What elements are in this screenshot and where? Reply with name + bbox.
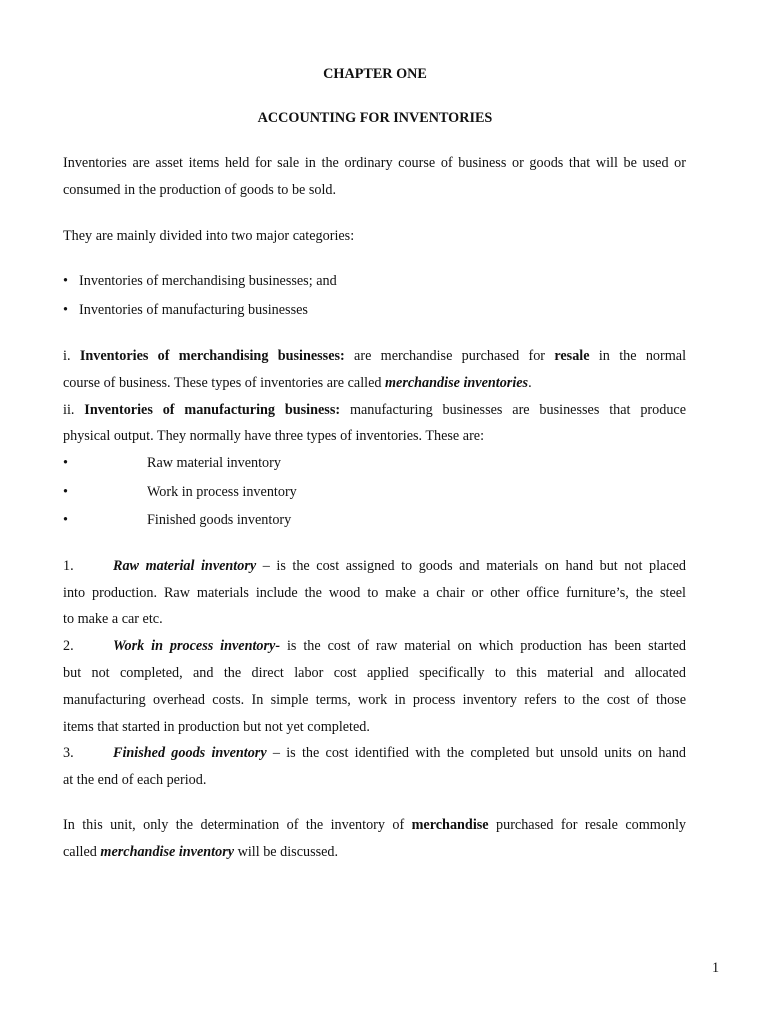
closing-line2-text: called: [63, 844, 97, 860]
categories-intro: They are mainly divided into two major categories:: [63, 228, 355, 244]
chapter-heading: CHAPTER ONE: [323, 66, 427, 82]
definition-3-line-1: [113, 744, 686, 762]
manuf-paragraph-line-1: [63, 401, 686, 419]
bullet-icon: •: [63, 273, 68, 289]
definition-number: 1.: [63, 558, 74, 574]
definition-number: 2.: [63, 638, 74, 654]
merch-bold-word: resale: [554, 348, 590, 364]
definition-1-line-2: into production. Raw materials include the wood to make a chair or other office furniture’s, the steel: [63, 585, 686, 601]
definition-text: – is the cost identified with the completed but unsold units on hand: [272, 745, 687, 761]
merch-paragraph-line-1: [63, 347, 686, 365]
bullet-icon: •: [63, 455, 68, 471]
closing-line2-end: will be discussed.: [237, 844, 339, 860]
type-item-raw-material: Raw material inventory: [147, 455, 281, 471]
closing-emphasis: merchandise inventory: [100, 844, 235, 860]
definition-2-line-2: but not completed, and the direct labor cost applied specifically to this material and allocated: [63, 665, 686, 681]
type-item-work-in-process: Work in process inventory: [147, 484, 297, 500]
merch-text-2: in the normal: [598, 348, 687, 364]
chapter-title: ACCOUNTING FOR INVENTORIES: [257, 110, 493, 126]
closing-text-1: In this unit, only the determination of the inventory of: [63, 817, 405, 833]
page-number: 1: [712, 960, 720, 976]
intro-line-1: Inventories are asset items held for sale in the ordinary course of business or goods that will be used or: [63, 155, 686, 171]
closing-line-1: [63, 816, 686, 834]
definition-term: Finished goods inventory: [113, 745, 267, 761]
closing-bold: merchandise: [411, 817, 489, 833]
definition-2-line-4: items that started in production but not yet completed.: [63, 719, 370, 735]
type-item-finished-goods: Finished goods inventory: [147, 512, 292, 528]
closing-text-2: purchased for resale commonly: [496, 817, 687, 833]
definition-number: 3.: [63, 745, 74, 761]
definition-text: – is the cost assigned to goods and materials on hand but not placed: [262, 558, 687, 574]
manuf-label: Inventories of manufacturing business:: [84, 402, 341, 418]
merch-emphasis: merchandise inventories: [385, 375, 529, 391]
merch-text-1: are merchandise purchased for: [354, 348, 546, 364]
definition-3-line-2: at the end of each period.: [63, 772, 207, 788]
definition-1-line-1: [113, 557, 686, 575]
merch-line2-text: course of business. These types of inventories are called: [63, 375, 382, 391]
closing-line-2: [63, 843, 338, 861]
definition-1-line-3: to make a car etc.: [63, 611, 163, 627]
intro-line-2: consumed in the production of goods to be sold.: [63, 182, 337, 198]
merch-prefix: i.: [63, 348, 71, 364]
definition-2-line-3: manufacturing overhead costs. In simple terms, work in process inventory refers to the cost of those: [63, 692, 686, 708]
definition-term: Work in process inventory-: [113, 638, 281, 654]
definition-2-line-1: [113, 637, 686, 655]
merch-line2-end: .: [528, 375, 532, 391]
merch-paragraph-line-2: [63, 374, 532, 392]
manuf-prefix: ii.: [63, 402, 75, 418]
bullet-icon: •: [63, 302, 68, 318]
manuf-paragraph-line-2: physical output. They normally have three types of inventories. These are:: [63, 428, 485, 444]
bullet-icon: •: [63, 484, 68, 500]
definition-term: Raw material inventory: [113, 558, 257, 574]
definition-text: is the cost of raw material on which production has been started: [286, 638, 686, 654]
category-item-manufacturing: Inventories of manufacturing businesses: [79, 302, 308, 318]
merch-label: Inventories of merchandising businesses:: [79, 348, 345, 364]
bullet-icon: •: [63, 512, 68, 528]
manuf-text-1: manufacturing businesses are businesses that produce: [349, 402, 687, 418]
category-item-merchandising: Inventories of merchandising businesses; and: [79, 273, 337, 289]
